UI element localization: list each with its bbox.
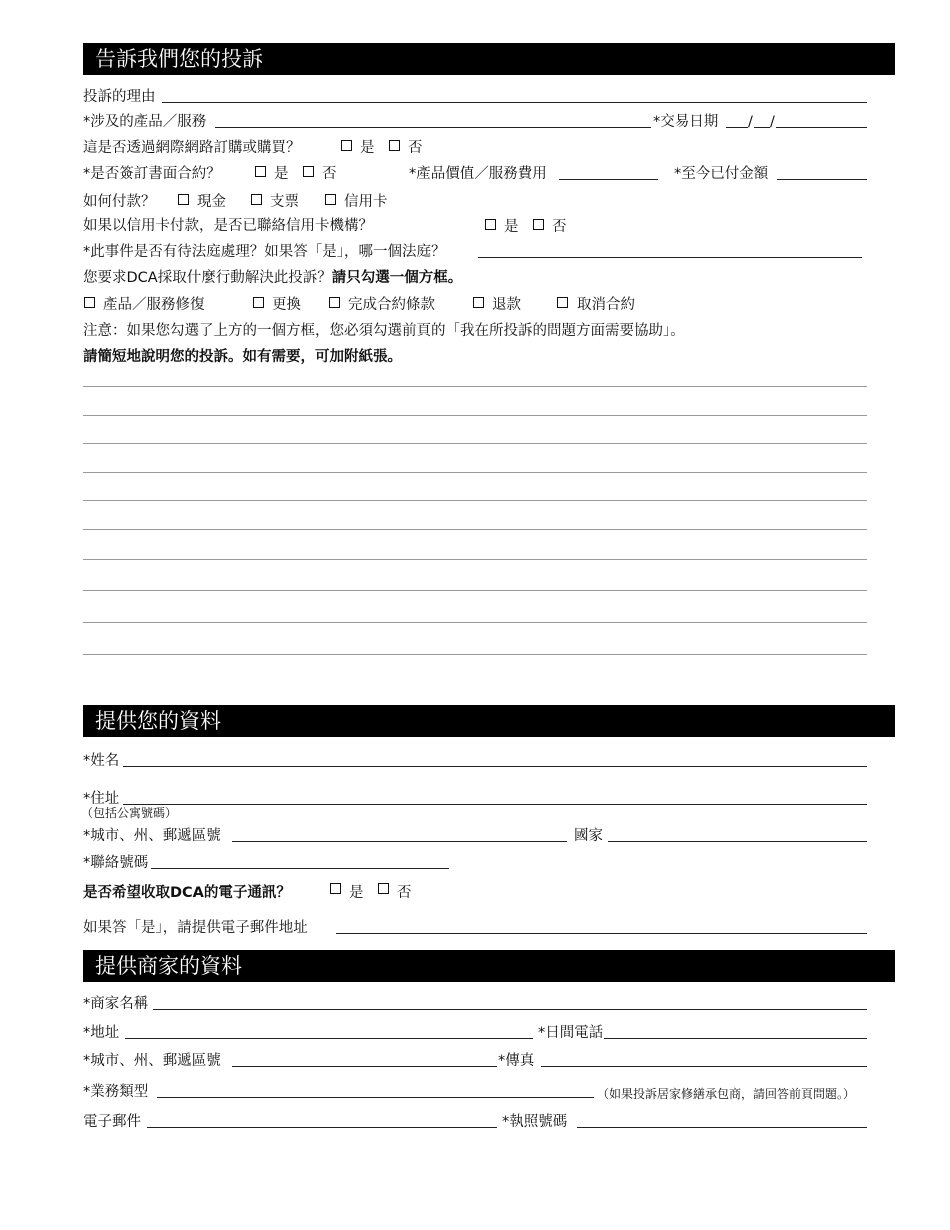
city-label: *城市、州、郵遞區號 <box>83 828 221 844</box>
day-phone-field[interactable] <box>604 1038 867 1039</box>
opt-complete-checkbox[interactable] <box>329 297 340 308</box>
pay-check-label: 支票 <box>270 194 299 210</box>
reason-label: 投訴的理由 <box>83 89 156 105</box>
txn-date-day-field[interactable] <box>754 127 770 128</box>
name-field[interactable] <box>123 766 867 767</box>
business-email-field[interactable] <box>147 1127 497 1128</box>
card-no-label: 否 <box>552 219 567 235</box>
phone-label: *聯絡號碼 <box>83 855 149 871</box>
name-label: *姓名 <box>83 753 120 769</box>
section-header-your-info <box>83 705 895 737</box>
section-title: 提供您的資料 <box>95 709 221 733</box>
newsletter-yes-label: 是 <box>349 885 364 901</box>
business-name-field[interactable] <box>153 1009 867 1010</box>
description-line[interactable] <box>83 415 867 416</box>
license-label: *執照號碼 <box>502 1114 568 1130</box>
contract-question: *是否簽訂書面合約？ <box>83 166 221 182</box>
notice-text: 注意：如果您勾選了上方的一個方框，您必須勾選前頁的「我在所投訴的問題方面需要協助」。 <box>83 323 685 339</box>
contract-no-label: 否 <box>322 166 337 182</box>
online-no-label: 否 <box>408 140 423 156</box>
contract-yes-label: 是 <box>274 166 289 182</box>
pay-card-checkbox[interactable] <box>325 194 336 205</box>
description-line[interactable] <box>83 654 867 655</box>
day-phone-label: *日間電話 <box>538 1025 604 1041</box>
txn-date-month-field[interactable] <box>726 127 748 128</box>
newsletter-no-label: 否 <box>397 885 412 901</box>
description-line[interactable] <box>83 529 867 530</box>
online-question: 這是否透過網際網路訂購或購買？ <box>83 140 301 156</box>
opt-replace-checkbox[interactable] <box>253 297 264 308</box>
description-line[interactable] <box>83 443 867 444</box>
card-question: 如果以信用卡付款，是否已聯絡信用卡機構？ <box>83 218 373 234</box>
newsletter-yes-checkbox[interactable] <box>330 883 341 894</box>
paid-label: *至今已付金額 <box>674 166 769 182</box>
opt-replace-label: 更換 <box>272 297 301 313</box>
city-field[interactable] <box>232 841 567 842</box>
business-city-label: *城市、州、郵遞區號 <box>83 1053 221 1069</box>
describe-instruction: 請簡短地說明您的投訴。如有需要，可加附紙張。 <box>83 349 402 365</box>
card-no-checkbox[interactable] <box>533 219 544 230</box>
contract-no-checkbox[interactable] <box>303 166 314 177</box>
description-line[interactable] <box>83 500 867 501</box>
description-line[interactable] <box>83 559 867 560</box>
opt-cancel-label: 取消合約 <box>577 297 635 313</box>
country-label: 國家 <box>574 828 603 844</box>
online-no-checkbox[interactable] <box>389 140 400 151</box>
phone-field[interactable] <box>151 868 449 869</box>
business-type-note: （如果投訴居家修繕承包商，請回答前頁問題。） <box>597 1087 856 1101</box>
value-field[interactable] <box>559 179 658 180</box>
newsletter-question: 是否希望收取DCA的電子通訊？ <box>83 885 291 901</box>
section-header-complaint <box>83 43 895 75</box>
action-question <box>83 269 462 287</box>
description-line[interactable] <box>83 622 867 623</box>
email-label: 如果答「是」，請提供電子郵件地址 <box>83 920 308 936</box>
business-city-field[interactable] <box>232 1066 497 1067</box>
pay-card-label: 信用卡 <box>344 194 388 210</box>
address-label: *住址 <box>83 791 120 807</box>
online-yes-checkbox[interactable] <box>341 140 352 151</box>
section-header-business-info <box>83 950 895 982</box>
opt-complete-label: 完成合約條款 <box>348 297 435 313</box>
txn-date-label: *交易日期 <box>653 114 719 130</box>
online-yes-label: 是 <box>360 140 375 156</box>
pay-check-checkbox[interactable] <box>251 194 262 205</box>
section-title: 提供商家的資料 <box>95 954 242 978</box>
business-name-label: *商家名稱 <box>83 996 149 1012</box>
court-field[interactable] <box>478 257 862 258</box>
pay-cash-label: 現金 <box>197 194 226 210</box>
date-separator: / <box>770 114 775 130</box>
action-question-text: 您要求DCA採取什麼行動解決此投訴？ <box>83 270 332 286</box>
product-label: *涉及的產品／服務 <box>83 114 207 130</box>
description-line[interactable] <box>83 590 867 591</box>
business-type-field[interactable] <box>157 1097 594 1098</box>
opt-refund-label: 退款 <box>492 297 521 313</box>
product-field[interactable] <box>215 127 651 128</box>
business-type-label: *業務類型 <box>83 1084 149 1100</box>
pay-cash-checkbox[interactable] <box>178 194 189 205</box>
section-title: 告訴我們您的投訴 <box>95 47 263 71</box>
email-field[interactable] <box>336 933 867 934</box>
court-question: *此事件是否有待法庭處理？如果答「是」，哪一個法庭？ <box>83 244 446 260</box>
fax-field[interactable] <box>541 1066 867 1067</box>
business-address-field[interactable] <box>125 1038 533 1039</box>
paid-field[interactable] <box>777 179 867 180</box>
card-yes-label: 是 <box>504 219 519 235</box>
country-field[interactable] <box>608 841 867 842</box>
newsletter-no-checkbox[interactable] <box>378 883 389 894</box>
txn-date-year-field[interactable] <box>776 127 867 128</box>
business-email-label: 電子郵件 <box>83 1114 141 1130</box>
opt-repair-label: 產品／服務修復 <box>103 297 205 313</box>
opt-cancel-checkbox[interactable] <box>557 297 568 308</box>
date-separator: / <box>748 114 753 130</box>
business-address-label: *地址 <box>83 1025 120 1041</box>
description-line[interactable] <box>83 472 867 473</box>
card-yes-checkbox[interactable] <box>485 219 496 230</box>
opt-refund-checkbox[interactable] <box>473 297 484 308</box>
description-line[interactable] <box>83 386 867 387</box>
action-question-note: 請只勾選一個方框。 <box>331 270 463 286</box>
payment-question: 如何付款？ <box>83 194 156 210</box>
contract-yes-checkbox[interactable] <box>255 166 266 177</box>
reason-field[interactable] <box>162 102 867 103</box>
address-field[interactable] <box>123 804 867 805</box>
license-field[interactable] <box>577 1127 867 1128</box>
fax-label: *傳真 <box>498 1053 535 1069</box>
opt-repair-checkbox[interactable] <box>84 297 95 308</box>
address-hint: （包括公寓號碼） <box>81 806 178 820</box>
value-label: *產品價值／服務費用 <box>409 166 547 182</box>
